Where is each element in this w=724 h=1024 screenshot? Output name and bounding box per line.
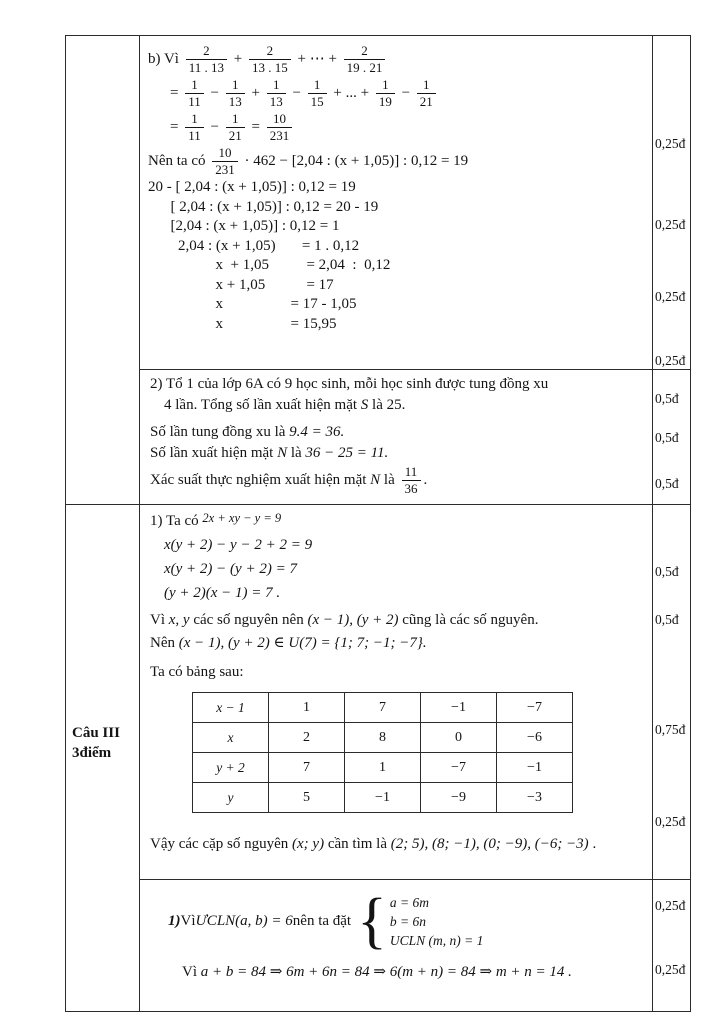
fraction	[267, 112, 293, 144]
system-eq: UCLN (m, n) = 1	[389, 932, 484, 948]
denominator: 231	[269, 128, 290, 144]
math-expr: (x; y)	[292, 836, 325, 852]
denominator: 11	[188, 94, 201, 110]
table-cell: x	[193, 723, 269, 753]
math-expr: a + b = 84 ⇒ 6m + 6n = 84 ⇒ 6(m + n) = 84 ⇒ m + n = 14 .	[200, 964, 572, 980]
system-eq: b = 6n	[389, 913, 426, 929]
table-cell: y	[193, 783, 269, 813]
operator: + ... +	[333, 85, 370, 101]
operator: =	[170, 85, 179, 101]
text: 1) Ta có	[150, 513, 199, 529]
math-expr: 2x + xy − y = 9	[202, 511, 282, 525]
question-points: 3điểm	[72, 745, 112, 761]
table-cell: −6	[497, 723, 573, 753]
numerator: 1	[267, 78, 286, 94]
text: Xác suất thực nghiệm xuất hiện mặt	[150, 472, 371, 488]
text: Vậy các cặp số nguyên	[150, 836, 293, 852]
denominator: 19 . 21	[346, 60, 383, 76]
table-cell: 0	[421, 723, 497, 753]
denominator: 13 . 15	[251, 60, 288, 76]
math-expr: 36 − 25 = 11.	[305, 445, 389, 461]
fraction	[186, 44, 227, 76]
operator: =	[170, 119, 179, 135]
operator: −	[210, 119, 219, 135]
fraction	[226, 78, 245, 110]
numerator: 1	[308, 78, 327, 94]
text-line	[150, 632, 641, 655]
table-cell: 1	[345, 753, 421, 783]
denominator: 11	[188, 128, 201, 144]
text-line	[150, 374, 641, 395]
table-row	[193, 753, 573, 783]
text: là	[380, 472, 399, 488]
text: Số lần tung đồng xu là	[150, 424, 290, 440]
table-cell: −1	[421, 693, 497, 723]
part-b-solution	[140, 37, 651, 368]
text: Vì	[180, 912, 196, 929]
operator: +	[233, 51, 243, 67]
math-line: x(y + 2) − y − 2 + 2 = 9	[164, 537, 313, 553]
score-label: 0,25đ	[655, 353, 686, 368]
text: b) Vì	[148, 51, 179, 67]
numerator: 1	[226, 78, 245, 94]
table-cell: 7	[269, 753, 345, 783]
text: Vì	[150, 612, 169, 628]
question-label	[66, 723, 138, 763]
text: Nên	[150, 635, 179, 651]
score-label: 0,25đ	[655, 962, 686, 977]
fraction	[308, 78, 327, 110]
text: Nên ta có	[148, 153, 206, 169]
math-line	[148, 76, 643, 110]
fraction	[344, 44, 386, 76]
math-expr: 9.4 = 36.	[289, 424, 345, 440]
cau3-part1-solution	[140, 505, 651, 878]
text: nên ta đặt	[292, 912, 352, 929]
numerator: 1	[226, 112, 245, 128]
equation-line: 2,04 : (x + 1,05) = 1 . 0,12	[148, 237, 360, 254]
table-cell: 7	[345, 693, 421, 723]
text-line	[150, 395, 641, 416]
grid-line-vertical	[652, 36, 653, 1011]
text: .	[588, 836, 597, 852]
fraction	[376, 78, 395, 110]
denominator: 15	[310, 94, 324, 110]
system-eq: a = 6m	[389, 894, 429, 910]
table-cell: 5	[269, 783, 345, 813]
math-line	[150, 464, 641, 496]
numerator: 1	[376, 78, 395, 94]
fraction	[267, 78, 286, 110]
denominator: 231	[215, 162, 235, 178]
math-line: (y + 2)(x − 1) = 7 .	[164, 585, 281, 601]
math-expr: (x − 1), (y + 2)	[307, 612, 399, 628]
table-cell: −3	[497, 783, 573, 813]
table-cell: −7	[421, 753, 497, 783]
math-line	[148, 110, 643, 144]
fraction	[249, 44, 291, 76]
text: cần tìm là	[324, 836, 391, 852]
part-2-solution	[140, 370, 651, 503]
operator: −	[210, 85, 219, 101]
text-line	[150, 510, 641, 533]
denominator: 11 . 13	[188, 60, 225, 76]
operator: + ⋯ +	[297, 51, 337, 67]
text-line	[150, 609, 641, 632]
score-label: 0,25đ	[655, 898, 686, 913]
score-label: 0,5đ	[655, 430, 679, 445]
system-line	[168, 887, 641, 955]
equation-line: x + 1,05 = 2,04 : 0,12	[148, 257, 391, 273]
equation-line: 20 - [ 2,04 : (x + 1,05)] : 0,12 = 19	[148, 179, 356, 195]
numerator: 11	[402, 465, 421, 481]
table-cell: −9	[421, 783, 497, 813]
numerator: 2	[344, 44, 386, 60]
answer-key-table	[65, 35, 691, 1012]
fraction	[212, 146, 238, 178]
table-cell: x − 1	[193, 693, 269, 723]
text: các số nguyên nên	[189, 612, 308, 628]
score-label: 0,5đ	[655, 391, 679, 406]
text: 2) Tổ 1 của lớp 6A có 9 học sinh, mỗi học sinh được tung đồng xu	[150, 376, 549, 392]
score-label: 0,25đ	[655, 814, 686, 829]
numerator: 1	[185, 78, 204, 94]
table-cell: y + 2	[193, 753, 269, 783]
table-row	[193, 783, 573, 813]
equation-line: [ 2,04 : (x + 1,05)] : 0,12 = 20 - 19	[148, 198, 379, 215]
text: là	[287, 445, 306, 461]
score-label: 0,25đ	[655, 289, 686, 304]
table-cell: −1	[345, 783, 421, 813]
score-label: 0,5đ	[655, 476, 679, 491]
score-label: 0,25đ	[655, 136, 686, 151]
text: Vì	[182, 964, 201, 980]
fraction	[185, 78, 204, 110]
table-cell: 1	[269, 693, 345, 723]
operator: +	[251, 85, 260, 101]
text-line	[182, 962, 641, 983]
equation-system	[390, 893, 484, 950]
question-number: Câu III	[72, 725, 120, 741]
text: cũng là các số nguyên.	[398, 612, 539, 628]
math-line	[148, 144, 643, 178]
denominator: 13	[269, 94, 283, 110]
text: .	[423, 472, 428, 488]
equation-line: x + 1,05 = 17	[148, 276, 334, 293]
table-cell: −1	[497, 753, 573, 783]
numerator: 1	[185, 112, 204, 128]
numerator: 2	[249, 44, 291, 60]
operator: =	[251, 119, 260, 135]
equation-line: x = 17 - 1,05	[148, 296, 357, 312]
equation-steps	[148, 178, 643, 334]
math-var: N	[370, 472, 381, 488]
denominator: 19	[378, 94, 392, 110]
fraction	[417, 78, 436, 110]
table-row	[193, 723, 573, 753]
score-label: 0,5đ	[655, 612, 679, 627]
numerator: 10	[212, 146, 238, 162]
denominator: 36	[404, 481, 418, 497]
text-line	[150, 422, 641, 443]
text: 4 lần. Tổng số lần xuất hiện mặt	[164, 397, 361, 413]
math-line: x(y + 2) − (y + 2) = 7	[164, 561, 297, 577]
value-table	[192, 692, 573, 813]
math-expr: ƯCLN(a, b) = 6	[195, 912, 293, 929]
numerator: 1	[417, 78, 436, 94]
numerator: 10	[267, 112, 293, 128]
numerator: 2	[186, 44, 227, 60]
math-expr: (2; 5), (8; −1), (0; −9), (−6; −3)	[390, 836, 589, 852]
math-var: S	[360, 397, 369, 413]
table-cell: 2	[269, 723, 345, 753]
text-line: Ta có bảng sau:	[150, 664, 244, 680]
table-cell: −7	[497, 693, 573, 723]
cau3-part2-solution	[140, 880, 651, 1009]
equation-line: [2,04 : (x + 1,05)] : 0,12 = 1	[148, 218, 340, 234]
expression: · 462 − [2,04 : (x + 1,05)] : 0,12 = 19	[244, 153, 469, 169]
denominator: 21	[419, 94, 433, 110]
text: là 25.	[368, 397, 406, 413]
fraction	[226, 112, 245, 144]
fraction	[185, 112, 204, 144]
denominator: 13	[228, 94, 242, 110]
math-line	[148, 42, 643, 76]
math-expr: x, y	[168, 612, 190, 628]
table-row	[193, 693, 573, 723]
score-label: 0,75đ	[655, 722, 686, 737]
text-line	[150, 443, 641, 464]
operator: −	[292, 85, 301, 101]
score-label: 0,5đ	[655, 564, 679, 579]
text: Số lần xuất hiện mặt	[150, 445, 278, 461]
math-var: N	[277, 445, 288, 461]
fraction	[402, 465, 421, 497]
text-line	[150, 833, 641, 856]
operator: −	[401, 85, 411, 101]
brace-symbol: {	[357, 887, 387, 955]
math-expr: (x − 1), (y + 2) ∈ U(7) = {1; 7; −1; −7}.	[178, 635, 427, 651]
equation-line: x = 15,95	[148, 315, 337, 332]
table-cell: 8	[345, 723, 421, 753]
denominator: 21	[228, 128, 242, 144]
score-label: 0,25đ	[655, 217, 686, 232]
item-number: 1)	[168, 912, 181, 929]
